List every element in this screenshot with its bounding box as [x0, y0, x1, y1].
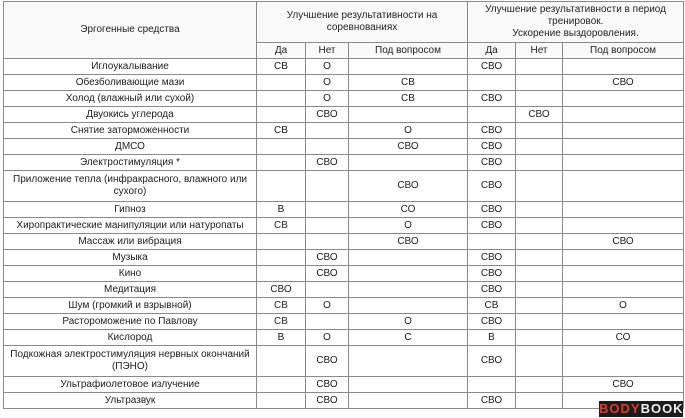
competition-yes-cell: [257, 346, 306, 377]
competition-no-cell: [306, 202, 349, 218]
training-no-cell: [516, 314, 563, 330]
training-no-cell: [516, 266, 563, 282]
table-row: [4, 298, 684, 314]
competition-questionable-cell: С: [349, 330, 468, 346]
training-yes-cell: СВО: [468, 266, 516, 282]
training-questionable-cell: [563, 218, 684, 234]
header-training: Улучшение результативности в период тренировок. Ускорение выздоровления.: [468, 2, 684, 43]
training-no-cell: [516, 298, 563, 314]
competition-questionable-cell: СВ: [349, 75, 468, 91]
training-no-cell: [516, 91, 563, 107]
competition-yes-cell: [257, 377, 306, 393]
training-no-cell: [516, 171, 563, 202]
header-training-no: Нет: [516, 43, 563, 59]
competition-yes-cell: СВ: [257, 218, 306, 234]
competition-no-cell: О: [306, 75, 349, 91]
row-name: ДМСО: [4, 139, 257, 155]
training-questionable-cell: [563, 123, 684, 139]
row-name: Музыка: [4, 250, 257, 266]
row-name: Приложение тепла (инфракрасного, влажного или сухого): [4, 171, 257, 202]
training-questionable-cell: СО: [563, 330, 684, 346]
table-row: [4, 75, 684, 91]
competition-questionable-cell: [349, 298, 468, 314]
competition-questionable-cell: [349, 266, 468, 282]
training-yes-cell: В: [468, 330, 516, 346]
table-row: [4, 59, 684, 75]
training-no-cell: [516, 234, 563, 250]
training-questionable-cell: СВО: [563, 234, 684, 250]
row-name: Электростимуляция *: [4, 155, 257, 171]
header-training-yes: Да: [468, 43, 516, 59]
competition-no-cell: [306, 171, 349, 202]
competition-questionable-cell: СВО: [349, 234, 468, 250]
competition-questionable-cell: [349, 346, 468, 377]
competition-questionable-cell: [349, 393, 468, 409]
row-name: Кислород: [4, 330, 257, 346]
training-questionable-cell: [563, 250, 684, 266]
competition-no-cell: О: [306, 91, 349, 107]
training-no-cell: СВО: [516, 107, 563, 123]
table-row: [4, 346, 684, 377]
training-yes-cell: СВО: [468, 91, 516, 107]
competition-yes-cell: СВО: [257, 282, 306, 298]
training-no-cell: [516, 218, 563, 234]
training-yes-cell: СВО: [468, 155, 516, 171]
table-row: [4, 250, 684, 266]
competition-no-cell: О: [306, 59, 349, 75]
table-row: [4, 91, 684, 107]
competition-no-cell: О: [306, 330, 349, 346]
training-no-cell: [516, 59, 563, 75]
competition-questionable-cell: [349, 250, 468, 266]
table-row: [4, 330, 684, 346]
competition-questionable-cell: СВО: [349, 139, 468, 155]
competition-questionable-cell: О: [349, 123, 468, 139]
table-row: [4, 266, 684, 282]
row-name: Ультразвук: [4, 393, 257, 409]
competition-yes-cell: [257, 155, 306, 171]
training-no-cell: [516, 202, 563, 218]
table-row: [4, 314, 684, 330]
table-row: [4, 218, 684, 234]
training-yes-cell: СВО: [468, 218, 516, 234]
competition-yes-cell: В: [257, 330, 306, 346]
table-row: [4, 171, 684, 202]
logo-part-2: BOOK: [640, 401, 684, 416]
header-training-questionable: Под вопросом: [563, 43, 684, 59]
training-yes-cell: СВО: [468, 282, 516, 298]
bodybook-logo: [599, 401, 683, 417]
training-questionable-cell: [563, 202, 684, 218]
row-name: Холод (влажный или сухой): [4, 91, 257, 107]
competition-yes-cell: [257, 250, 306, 266]
table-row: [4, 377, 684, 393]
competition-questionable-cell: [349, 155, 468, 171]
competition-no-cell: [306, 123, 349, 139]
training-questionable-cell: О: [563, 298, 684, 314]
competition-questionable-cell: [349, 282, 468, 298]
competition-questionable-cell: О: [349, 314, 468, 330]
training-no-cell: [516, 139, 563, 155]
row-name: Шум (громкий и взрывной): [4, 298, 257, 314]
training-questionable-cell: [563, 59, 684, 75]
training-no-cell: [516, 250, 563, 266]
competition-yes-cell: [257, 171, 306, 202]
competition-yes-cell: В: [257, 202, 306, 218]
training-questionable-cell: [563, 139, 684, 155]
training-yes-cell: [468, 377, 516, 393]
competition-yes-cell: СВ: [257, 298, 306, 314]
competition-questionable-cell: [349, 107, 468, 123]
table-row: [4, 282, 684, 298]
competition-yes-cell: [257, 393, 306, 409]
training-yes-cell: СВО: [468, 202, 516, 218]
header-competition-no: Нет: [306, 43, 349, 59]
header-competition-questionable: Под вопросом: [349, 43, 468, 59]
table-row: [4, 393, 684, 409]
competition-yes-cell: [257, 234, 306, 250]
table-row: [4, 155, 684, 171]
table-row: [4, 202, 684, 218]
competition-questionable-cell: О: [349, 218, 468, 234]
row-name: Иглоукалывание: [4, 59, 257, 75]
table-row: [4, 123, 684, 139]
competition-no-cell: СВО: [306, 346, 349, 377]
competition-no-cell: [306, 282, 349, 298]
training-questionable-cell: [563, 107, 684, 123]
training-questionable-cell: [563, 346, 684, 377]
competition-questionable-cell: [349, 377, 468, 393]
training-yes-cell: СВО: [468, 346, 516, 377]
competition-yes-cell: [257, 91, 306, 107]
competition-questionable-cell: СО: [349, 202, 468, 218]
training-questionable-cell: [563, 266, 684, 282]
competition-yes-cell: [257, 75, 306, 91]
row-name: Ультрафиолетовое излучение: [4, 377, 257, 393]
competition-questionable-cell: СВО: [349, 171, 468, 202]
header-means: Эргогенные средства: [4, 2, 257, 59]
training-yes-cell: [468, 107, 516, 123]
competition-yes-cell: [257, 139, 306, 155]
training-questionable-cell: [563, 282, 684, 298]
row-name: Кино: [4, 266, 257, 282]
training-no-cell: [516, 393, 563, 409]
training-yes-cell: СВО: [468, 59, 516, 75]
training-yes-cell: СВО: [468, 139, 516, 155]
training-no-cell: [516, 377, 563, 393]
competition-no-cell: СВО: [306, 377, 349, 393]
training-no-cell: [516, 282, 563, 298]
training-questionable-cell: [563, 314, 684, 330]
competition-questionable-cell: [349, 59, 468, 75]
training-yes-cell: СВО: [468, 314, 516, 330]
row-name: Растороможение по Павлову: [4, 314, 257, 330]
competition-yes-cell: СВ: [257, 59, 306, 75]
training-yes-cell: СВ: [468, 298, 516, 314]
competition-no-cell: СВО: [306, 393, 349, 409]
competition-no-cell: [306, 218, 349, 234]
row-name: Массаж или вибрация: [4, 234, 257, 250]
competition-no-cell: [306, 314, 349, 330]
ergogenic-table: [3, 1, 684, 409]
row-name: Снятие заторможенности: [4, 123, 257, 139]
header-competition: Улучшение результативности на соревнованиях: [257, 2, 468, 43]
row-name: Обезболивающие мази: [4, 75, 257, 91]
competition-yes-cell: СВ: [257, 123, 306, 139]
competition-no-cell: О: [306, 298, 349, 314]
training-no-cell: [516, 75, 563, 91]
training-yes-cell: СВО: [468, 123, 516, 139]
training-yes-cell: СВО: [468, 393, 516, 409]
header-competition-yes: Да: [257, 43, 306, 59]
row-name: Гипноз: [4, 202, 257, 218]
competition-questionable-cell: СВ: [349, 91, 468, 107]
training-no-cell: [516, 123, 563, 139]
training-no-cell: [516, 346, 563, 377]
training-questionable-cell: СВО: [563, 377, 684, 393]
competition-no-cell: [306, 234, 349, 250]
competition-no-cell: [306, 139, 349, 155]
competition-no-cell: СВО: [306, 155, 349, 171]
logo-part-1: BODY: [599, 401, 641, 416]
training-questionable-cell: СВО: [563, 75, 684, 91]
competition-no-cell: СВО: [306, 266, 349, 282]
training-yes-cell: [468, 75, 516, 91]
row-name: Медитация: [4, 282, 257, 298]
table-row: [4, 107, 684, 123]
training-questionable-cell: [563, 91, 684, 107]
training-questionable-cell: [563, 171, 684, 202]
row-name: Хиропрактические манипуляции или натуропаты: [4, 218, 257, 234]
competition-yes-cell: [257, 107, 306, 123]
training-no-cell: [516, 330, 563, 346]
training-no-cell: [516, 155, 563, 171]
row-name: Двуокись углерода: [4, 107, 257, 123]
row-name: Подкожная электростимуляция нервных окончаний (ПЭНО): [4, 346, 257, 377]
competition-no-cell: СВО: [306, 107, 349, 123]
competition-no-cell: СВО: [306, 250, 349, 266]
table-row: [4, 234, 684, 250]
training-yes-cell: СВО: [468, 250, 516, 266]
training-questionable-cell: [563, 155, 684, 171]
competition-yes-cell: [257, 266, 306, 282]
training-yes-cell: [468, 234, 516, 250]
table-row: [4, 139, 684, 155]
competition-yes-cell: СВ: [257, 314, 306, 330]
training-yes-cell: СВО: [468, 171, 516, 202]
